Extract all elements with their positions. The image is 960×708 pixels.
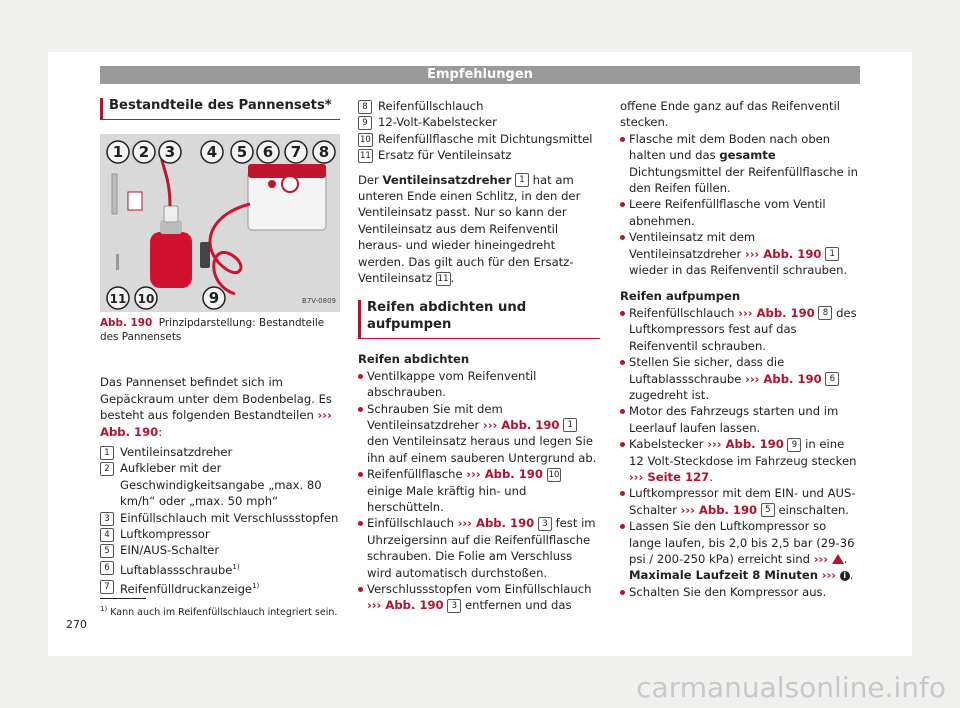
intro-text: Das Pannenset befindet sich im Gepäckraum unter dem Bodenbelag. Es besteht aus folgenden Bestandteilen <box>100 375 332 423</box>
ref-num: 9 <box>787 438 801 452</box>
footnote-divider <box>100 598 146 599</box>
caption-label: Abb. 190 <box>100 317 153 330</box>
ref-num: 5 <box>761 503 775 517</box>
ref-num: 1 <box>563 418 577 432</box>
list-item-text: Reifenfüllflasche mit Dichtungsmittel <box>378 131 593 146</box>
list-item-text: Reifenfülldruckanzeige <box>120 582 253 596</box>
footnote: $^{1)}$ Kann auch im Reifenfüllschlauch integriert sein. <box>100 605 338 619</box>
abb-ref-link[interactable]: ››› Abb. 190 <box>680 502 758 517</box>
ref-num: 1 <box>825 247 839 261</box>
ref-num: 4 <box>100 528 114 542</box>
list-item-text: Aufkleber mit der Geschwindigkeitsangabe „max. 80 km/h“ oder „max. 50 mph“ <box>120 461 322 509</box>
list-item: Ventilkappe vom Reifenventil abschrauben. <box>358 368 600 401</box>
abb-ref-link[interactable]: ››› Abb. 190 <box>457 516 535 531</box>
caption-text: Prinzipdarstellung: Bestandteile des Pannensets <box>100 317 325 344</box>
column-3 <box>620 98 862 600</box>
page-number: 270 <box>66 618 87 631</box>
list-item <box>358 131 600 147</box>
list-item: Leere Reifenfüllflasche vom Ventil abnehmen. <box>620 196 862 229</box>
abb-ref-link[interactable]: ››› Abb. 190 <box>466 467 543 482</box>
section-title-2: Reifen abdichten und aufpumpen <box>358 300 600 339</box>
callout-label: 2 <box>138 143 150 162</box>
list-item <box>100 444 340 460</box>
ref-num: 7 <box>100 580 114 594</box>
list-item: 6 Luftablassschraube$^{1)}$ <box>100 559 340 578</box>
ref-num: 6 <box>100 561 114 575</box>
ref-num: 3 <box>100 512 114 526</box>
callout-label: 9 <box>208 289 220 308</box>
ref-num: 3 <box>447 599 461 613</box>
page-ref-link[interactable]: ››› Seite 127 <box>629 469 710 484</box>
list-item <box>100 460 340 509</box>
column-1 <box>100 98 340 597</box>
ref-num: 2 <box>100 462 114 476</box>
list-item-text: Luftablassschraube <box>120 562 233 577</box>
list-item <box>100 510 340 526</box>
ref-num: 1 <box>515 173 529 187</box>
callout-label: 10 <box>137 292 155 307</box>
ref-num: 10 <box>548 469 560 480</box>
list-item-text: Reifenfüllschlauch <box>378 99 484 113</box>
column-2 <box>358 98 600 614</box>
section-header: Empfehlungen <box>100 66 860 84</box>
list-item: Reifenfüllschlauch ››› Abb. 190 8 des Luftkompressors fest auf das Reifenventil schrauben. <box>620 305 862 354</box>
list-item-text: Ersatz für Ventileinsatz <box>378 148 512 163</box>
list-item-text: 12-Volt-Kabelstecker <box>378 115 497 130</box>
list-item-text: Ventileinsatzdreher <box>120 445 233 460</box>
list-item <box>358 114 600 130</box>
list-item: Reifenfüllflasche ››› Abb. 190 10 einige Male kräftig hin- und herschütteln. <box>358 466 600 515</box>
section-title: Bestandteile des Pannensets* <box>100 98 340 120</box>
ref-num: 11 <box>360 151 371 162</box>
callout-label: 3 <box>164 143 176 162</box>
list-item: Stellen Sie sicher, dass die Luftablassschraube ››› Abb. 190 6 zugedreht ist. <box>620 354 862 403</box>
parts-list-2 <box>358 98 600 164</box>
list-item: Flasche mit dem Boden nach oben halten und das gesamte Dichtungsmittel der Reifenfüllflasche in den Reifen füllen. <box>620 131 862 197</box>
figure-code: B7V-0809 <box>302 297 336 305</box>
pannenset-illustration <box>100 134 340 312</box>
watermark: carmanualsonline.info <box>636 671 946 704</box>
list-item: Kabelstecker ››› Abb. 190 9 in eine 12 Volt-Steckdose im Fahrzeug stecken ››› Seite 127. <box>620 436 862 485</box>
ref-num: 11 <box>437 273 449 284</box>
list-item: Motor des Fahrzeugs starten und im Leerlauf laufen lassen. <box>620 403 862 436</box>
parts-list-1 <box>100 444 340 597</box>
abb-ref-link[interactable]: ››› Abb. 190 <box>738 305 815 320</box>
ref-num: 5 <box>100 544 114 558</box>
list-item: Einfüllschlauch ››› Abb. 190 3 fest im Uhrzeigersinn auf die Reifenfüllflasche schrauben. Die Folie am Verschluss wird automatisch durchstoßen. <box>358 515 600 581</box>
list-item: Luftkompressor mit dem EIN- und AUS-Schalter ››› Abb. 190 5 einschalten. <box>620 485 862 518</box>
info-icon[interactable]: i <box>840 571 850 581</box>
callout-label: 7 <box>290 143 302 162</box>
ref-num: 10 <box>360 134 371 145</box>
callout-label: 11 <box>109 292 127 307</box>
intro-ref-link[interactable]: ››› Abb. 190 <box>100 408 332 439</box>
warning-icon[interactable] <box>832 554 844 564</box>
figure-pannenset <box>100 134 340 312</box>
list-item: Schrauben Sie mit dem Ventileinsatzdreher ››› Abb. 190 1 den Ventileinsatz heraus und legen Sie ihn auf einem sauberen Untergrund ab. <box>358 401 600 467</box>
list-item: Lassen Sie den Luftkompressor so lange laufen, bis 2,0 bis 2,5 bar (29-36 psi / 200-250 kPa) erreicht sind ››› . Maximale Laufzeit 8 Minuten ››› i . <box>620 518 862 584</box>
callout-label: 1 <box>112 143 124 162</box>
dreher-paragraph: Der Ventileinsatzdreher 1 hat am unteren Ende einen Schlitz, in den der Ventileinsatz passt. Nur so kann der Ventileinsatz aus dem Reifenventil heraus- und wieder hineingedreht werden. Das gilt auch für den Ersatz-Ventileinsatz 11 . <box>358 172 581 286</box>
list-item: Verschlussstopfen vom Einfüllschlauch ››› Abb. 190 3 entfernen und das <box>358 581 600 614</box>
ref-num: 9 <box>358 116 372 130</box>
intro-paragraph: Das Pannenset befindet sich im Gepäckraum unter dem Bodenbelag. Es besteht aus folgenden Bestandteilen ››› Abb. 190: <box>100 375 332 439</box>
callout-label: 8 <box>318 143 330 162</box>
list-item: Schalten Sie den Kompressor aus. <box>620 584 862 600</box>
abb-ref-link[interactable]: ››› Abb. 190 <box>745 371 822 386</box>
ref-num: 1 <box>100 446 114 460</box>
subheading-aufpumpen: Reifen aufpumpen <box>620 289 741 304</box>
ref-num: 6 <box>825 372 839 386</box>
list-item <box>100 526 340 542</box>
subheading-abdichten: Reifen abdichten <box>358 352 470 367</box>
abb-ref-link[interactable]: ››› Abb. 190 <box>367 598 444 613</box>
continued-text: offene Ende ganz auf das Reifenventil stecken. <box>620 99 841 130</box>
ref-num: 8 <box>818 306 832 320</box>
callout-label: 5 <box>236 143 248 162</box>
abb-ref-link[interactable]: ››› Abb. 190 <box>707 437 784 452</box>
list-item <box>100 542 340 558</box>
list-item <box>358 98 600 114</box>
figure-caption <box>100 316 340 344</box>
callout-label: 6 <box>262 143 274 162</box>
list-item <box>358 147 600 163</box>
ref-num: 3 <box>538 517 552 531</box>
abb-ref-link[interactable]: ››› Abb. 190 <box>744 246 822 261</box>
list-item: Ventileinsatz mit dem Ventileinsatzdreher ››› Abb. 190 1 wieder in das Reifenventil schrauben. <box>620 229 862 278</box>
ref-num: 8 <box>358 100 372 114</box>
list-item-text: Luftkompressor <box>120 527 210 542</box>
abb-ref-link[interactable]: ››› Abb. 190 <box>482 417 560 432</box>
list-item-text: EIN/AUS-Schalter <box>120 543 220 558</box>
list-item-text: Einfüllschlauch mit Verschlussstopfen <box>120 510 339 525</box>
callout-label: 4 <box>206 143 218 162</box>
list-item: 7 Reifenfülldruckanzeige$^{1)}$ <box>100 578 340 597</box>
